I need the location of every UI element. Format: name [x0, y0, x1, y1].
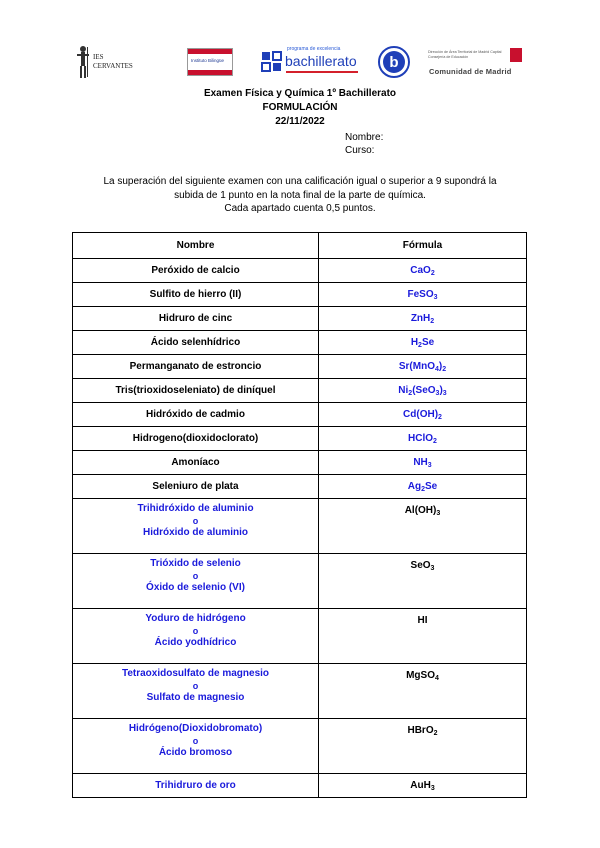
compound-names — [73, 664, 319, 719]
ies-cervantes-logo — [76, 40, 146, 84]
or-word: o — [192, 680, 199, 691]
formula-subscript: 2 — [438, 414, 442, 421]
name-label: Nombre: — [345, 132, 384, 143]
table-row — [73, 554, 527, 609]
formula-subscript: 3 — [436, 510, 441, 517]
compound-formula — [319, 307, 527, 331]
compound-name-primary: Trihidróxido de aluminio — [137, 503, 254, 514]
course-label: Curso: — [345, 145, 375, 156]
or-word: o — [192, 625, 199, 636]
compound-formula — [319, 554, 527, 609]
compound-formula — [319, 427, 527, 451]
table-body — [73, 259, 527, 798]
table-row — [73, 403, 527, 427]
b-badge-logo — [376, 40, 412, 84]
compound-name-alternative: Hidróxido de aluminio — [142, 526, 248, 538]
compound-name-alternative: Sulfato de magnesio — [146, 691, 245, 703]
compound-formula — [319, 499, 527, 554]
table-row — [73, 609, 527, 664]
bach-big-text: bachillerato — [285, 53, 357, 69]
formula-text: Se — [421, 337, 435, 348]
compound-formula — [319, 609, 527, 664]
formula-text: NH — [413, 457, 428, 468]
intro-line3: Cada apartado cuenta 0,5 puntos. — [224, 203, 376, 214]
formula-subscript: 2 — [433, 730, 438, 737]
formula-text: H — [410, 337, 419, 348]
formula-subscript: 2 — [442, 366, 447, 373]
compound-names — [73, 609, 319, 664]
formula-subscript: 3 — [442, 390, 447, 397]
table-row — [73, 475, 527, 499]
ies-line2: CERVANTES — [93, 62, 133, 70]
formula-subscript: 2 — [421, 486, 425, 493]
compound-name: Ácido selenhídrico — [73, 331, 319, 355]
formula-text: Ag — [407, 481, 422, 492]
compound-formula — [319, 331, 527, 355]
table-header-row — [73, 233, 527, 259]
exam-title-block — [0, 87, 600, 129]
bach-underline — [286, 71, 358, 73]
compound-name: Amoníaco — [73, 451, 319, 475]
cm-small-text: Dirección de Área Territorial de Madrid Capital Consejería de Educación — [428, 50, 502, 59]
table-row — [73, 664, 527, 719]
compound-name: Sulfito de hierro (II) — [73, 283, 319, 307]
compound-formula — [319, 259, 527, 283]
compound-name: Hidróxido de cadmio — [73, 403, 319, 427]
compound-name: Peróxido de calcio — [73, 259, 319, 283]
table-row — [73, 451, 527, 475]
formula-text: Al(OH) — [404, 505, 437, 516]
formula-text: Ni — [398, 385, 409, 396]
formula-text: HClO — [408, 433, 434, 444]
formula-text: (SeO — [412, 385, 436, 396]
ies-line1: IES — [93, 53, 104, 61]
compound-names — [73, 719, 319, 774]
compound-formula — [319, 355, 527, 379]
formula-text: SeO — [410, 560, 431, 571]
b-letter: b — [389, 54, 399, 71]
compound-formula — [319, 403, 527, 427]
or-word: o — [192, 570, 199, 581]
compound-formula — [319, 283, 527, 307]
formula-subscript: 4 — [434, 366, 439, 373]
student-info — [345, 131, 383, 157]
formula-text: Cd(OH) — [403, 409, 439, 420]
comunidad-madrid-logo — [426, 40, 526, 84]
table-row — [73, 499, 527, 554]
compound-name-alternative: Ácido yodhídrico — [154, 636, 237, 648]
header-logos — [76, 40, 526, 84]
compound-formula — [319, 719, 527, 774]
knight-figure-icon — [76, 44, 90, 80]
bilingual-institute-logo — [186, 40, 234, 84]
formula-text: AuH — [410, 780, 431, 791]
compound-name-alternative: Ácido bromoso — [158, 746, 233, 758]
puzzle-cube-icon — [261, 51, 283, 73]
compound-formula — [319, 774, 527, 798]
bachillerato-excelencia-logo — [261, 40, 366, 84]
formula-text: Sr(MnO — [398, 361, 435, 372]
compound-name: Permanganato de estroncio — [73, 355, 319, 379]
table-row — [73, 259, 527, 283]
formula-text: HI — [417, 615, 428, 626]
formula-text: HBrO — [407, 725, 434, 736]
formula-subscript: 3 — [435, 390, 440, 397]
formula-subscript: 2 — [433, 438, 437, 445]
compound-name-primary: Hidrógeno(Dioxidobromato) — [128, 723, 263, 734]
exam-title: Examen Física y Química 1º Bachillerato — [203, 88, 397, 99]
table-row — [73, 719, 527, 774]
table-row — [73, 427, 527, 451]
formula-text: ) — [438, 361, 443, 372]
formula-subscript: 3 — [433, 294, 438, 301]
formula-text: FeSO — [407, 289, 434, 300]
or-word: o — [192, 515, 199, 526]
formula-subscript: 2 — [408, 390, 413, 397]
table-row — [73, 355, 527, 379]
compound-name: Hidruro de cinc — [73, 307, 319, 331]
madrid-flag-icon — [510, 48, 522, 62]
formula-text: Se — [425, 481, 438, 492]
formulation-table — [72, 232, 527, 798]
cm-name-text: Comunidad de Madrid — [429, 67, 512, 76]
formula-subscript: 2 — [418, 342, 422, 349]
formula-subscript: 2 — [430, 318, 435, 325]
compound-names — [73, 554, 319, 609]
intro-line1: La superación del siguiente examen con una calificación igual o superior a 9 supondrá la — [103, 176, 497, 187]
compound-formula — [319, 451, 527, 475]
or-word: o — [192, 735, 199, 746]
formula-text: ZnH — [410, 313, 431, 324]
compound-name: Hidrogeno(dioxidoclorato) — [73, 427, 319, 451]
compound-name-primary: Yoduro de hidrógeno — [145, 613, 246, 624]
bilingual-text: Instituto Bilingüe — [191, 58, 225, 63]
col-header-name: Nombre — [73, 233, 319, 259]
table-row — [73, 307, 527, 331]
formula-subscript: 3 — [430, 565, 435, 572]
compound-formula — [319, 475, 527, 499]
compound-names — [73, 499, 319, 554]
compound-name-primary: Trióxido de selenio — [150, 558, 241, 569]
exam-subtitle: FORMULACIÓN — [262, 102, 338, 113]
b-badge-icon — [377, 45, 411, 79]
col-header-formula: Fórmula — [319, 233, 527, 259]
compound-formula — [319, 664, 527, 719]
compound-formula — [319, 379, 527, 403]
formula-subscript: 4 — [434, 675, 439, 682]
formula-subscript: 3 — [430, 785, 435, 792]
formula-text: MgSO — [406, 670, 435, 681]
formula-text: ) — [439, 385, 443, 396]
table-row — [73, 283, 527, 307]
exam-date: 22/11/2022 — [275, 116, 325, 127]
formula-subscript: 2 — [430, 270, 435, 277]
ies-cervantes-text — [93, 53, 133, 71]
compound-name: Trihidruro de oro — [73, 774, 319, 798]
intro-paragraph — [70, 175, 530, 216]
table-row — [73, 331, 527, 355]
compound-name: Tris(trioxidoseleniato) de diníquel — [73, 379, 319, 403]
formula-subscript: 3 — [427, 462, 432, 469]
formula-text: CaO — [410, 265, 431, 276]
table-row — [73, 379, 527, 403]
compound-name: Seleniuro de plata — [73, 475, 319, 499]
intro-line2: subida de 1 punto en la nota final de la parte de química. — [174, 189, 426, 201]
bach-small-text: programa de excelencia — [287, 46, 341, 52]
compound-name-alternative: Óxido de selenio (VI) — [146, 581, 245, 593]
compound-name-primary: Tetraoxidosulfato de magnesio — [121, 668, 270, 679]
table-row — [73, 774, 527, 798]
